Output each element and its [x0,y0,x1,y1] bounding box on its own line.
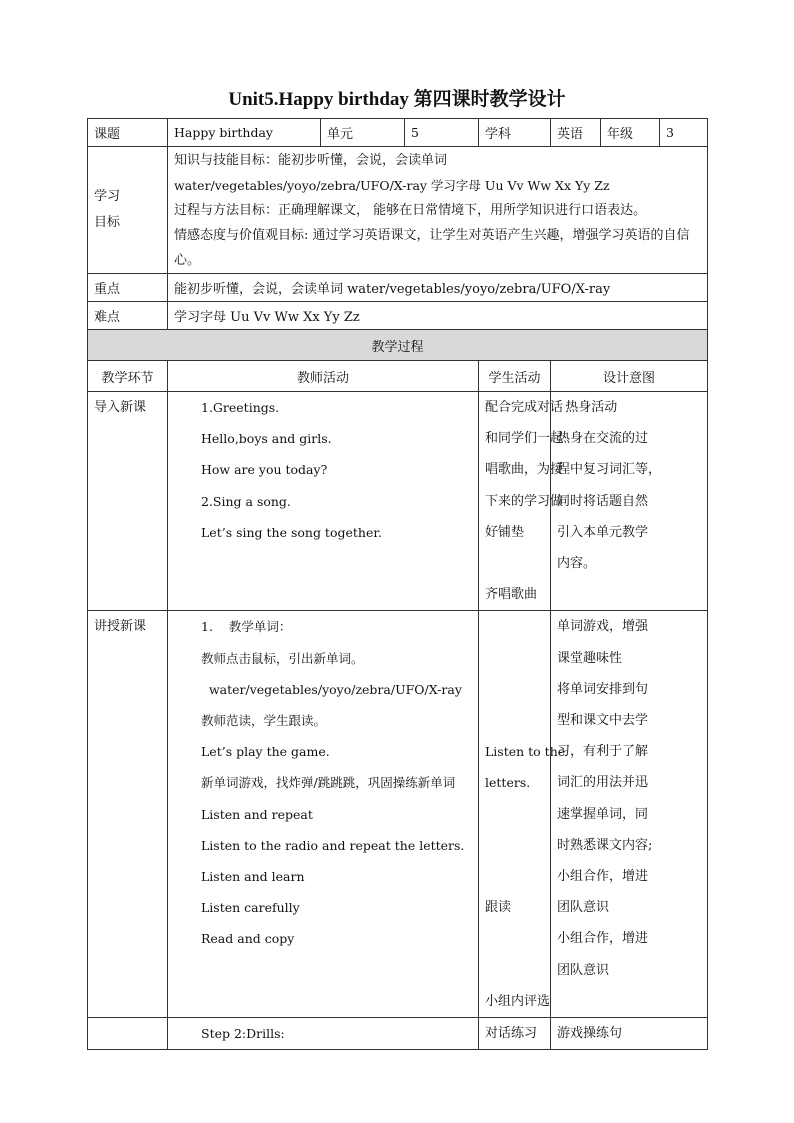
difficulties-value: 学习字母 Uu Vv Ww Xx Yy Zz [168,302,708,330]
new-lesson-row [88,611,708,1018]
difficulties-row [88,302,708,330]
process-header-row [88,330,708,361]
drills-teacher: Step 2:Drills: [168,1018,479,1050]
objectives-label: 学习 目标 [88,147,168,274]
col-stage: 教学环节 [88,361,168,392]
column-header-row [88,361,708,392]
subject-value: 英语 [551,119,601,147]
drills-intent: 游戏操练句 [551,1018,708,1050]
difficulties-label: 难点 [88,302,168,330]
lesson-plan-table [87,118,708,1050]
col-teacher: 教师活动 [168,361,479,392]
key-points-row [88,274,708,302]
new-student: Listen to the letters. 跟读 小组内评选 [479,611,551,1018]
grade-label: 年级 [601,119,660,146]
new-intent: 单词游戏，增强 课堂趣味性 将单词安排到句 型和课文中去学 习，有利于了解 词汇的用法并迅 速掌握单词，同 时熟悉课文内容; 小组合作，增进 团队意识 小组合作，增进 团队意识 [551,611,708,1018]
key-points-label: 重点 [88,274,168,302]
objective-attitude: 情感态度与价值观目标: 通过学习英语课文，让学生对英语产生兴趣，增强学习英语的自信心。 [174,228,690,268]
new-teacher: 1. 教学单词： 教师点击鼠标，引出新单词。 water/vegetables/yoyo/zebra/UFO/X-ray 教师范读，学生跟读。 Let’s play the game. 新单词游戏，找炸弹/跳跳跳，巩固操练新单词 Listen and repeat Listen to the radio and repeat the letters. Listen and learn Listen carefully Read and copy [168,611,479,1018]
objective-process: 过程与方法目标：正确理解课文， 能够在日常情境下，用所学知识进行口语表达。 [174,203,647,218]
intro-stage: 导入新课 [88,392,168,611]
unit-label: 单元 [321,119,405,147]
col-student: 学生活动 [479,361,551,392]
intro-row [88,392,708,611]
process-header: 教学过程 [88,330,708,361]
topic-value: Happy birthday [168,119,321,147]
grade-cell [601,119,708,147]
drills-student: 对话练习 [479,1018,551,1050]
unit-value: 5 [405,119,479,147]
new-stage: 讲授新课 [88,611,168,1018]
drills-row [88,1018,708,1050]
key-points-value: 能初步听懂，会说，会读单词 water/vegetables/yoyo/zebra/UFO/X-ray [168,274,708,302]
document-title: Unit5.Happy birthday 第四课时教学设计 [228,89,566,110]
grade-value: 3 [666,125,674,140]
intro-student: 配合完成对话 和同学们一起 唱歌曲，为接 下来的学习做 好铺垫 齐唱歌曲 [479,392,551,611]
drills-stage [88,1018,168,1050]
topic-label: 课题 [88,119,168,147]
col-intent: 设计意图 [551,361,708,392]
info-row [88,119,708,147]
objective-words: water/vegetables/yoyo/zebra/UFO/X-ray 学习字母 Uu Vv Ww Xx Yy Zz [174,178,610,193]
objectives-row [88,147,708,274]
intro-intent: 热身活动 热身在交流的过 程中复习词汇等， 同时将话题自然 引入本单元教学 内容。 [551,392,708,611]
subject-label: 学科 [479,119,551,147]
objectives-content [168,147,708,274]
intro-teacher: 1.Greetings. Hello,boys and girls. How are you today? 2.Sing a song. Let’s sing the song together. [168,392,479,611]
objective-knowledge: 知识与技能目标：能初步听懂，会说，会读单词 [174,153,448,168]
